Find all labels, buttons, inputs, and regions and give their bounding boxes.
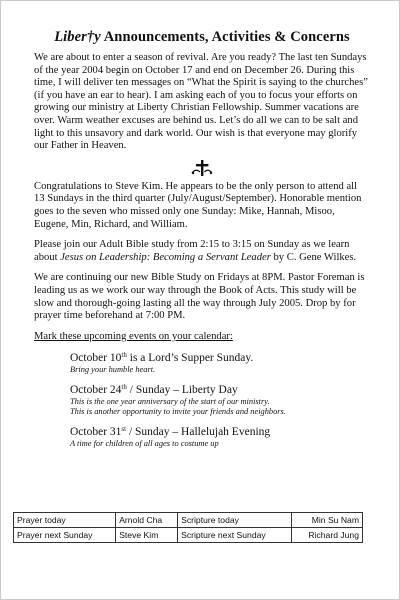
table-cell: Richard Jung [291,528,362,543]
bible-study-paragraph [34,239,370,264]
event-hallelujah-evening [70,426,370,449]
table-cell: Steve Kim [116,528,178,543]
table-row [14,513,363,528]
bulletin-content [34,29,370,449]
table-cell: Arnold Cha [116,513,178,528]
event-note: A time for children of all ages to costume up [70,439,219,449]
event-title: October 31st / Sunday – Hallelujah Evening [70,425,271,439]
title-text: Announcements, Activities & Concerns [100,29,350,45]
congratulations-paragraph: Congratulations to Steve Kim. He appears to be the only person to attend all 13 Sundays in the third quarter (July/August/September). Honorable mention goes to the seven who missed only one Sunday: Mike, Hannah, Misoo, Eugene, Min, Richard, and William. [34,180,362,230]
brand-name: Liber†y [54,29,101,45]
intro-paragraph: We are about to enter a season of revival. Are you ready? The last ten Sundays of the year 2004 begin on October 17 and end on December 26. During this time, I will deliver ten messages on “What the Spirit is saying to the churches” (if you have an ear to hear). I am asking each of you to focus your efforts on growing our ministry at Liberty Christian Fellowship. Summer vacations are over. Warm weather excuses are behind us. Let’s do all we can to be salt and light to this unsavory and dark world. Our wish is that everyone may glorify our Father in Heaven. [34,52,368,152]
table-cell: Scripture next Sunday [178,528,291,543]
event-title: October 10th is a Lord’s Supper Sunday. [70,351,254,365]
table-cell: Min Su Nam [291,513,362,528]
event-note: This is another opportunity to invite your friends and neighbors. [70,407,286,417]
table-cell: Prayer today [14,513,116,528]
book-title: Jesus on Leadership: Becoming a Servant Leader [60,251,271,263]
duty-roster-table [13,512,363,543]
calendar-heading: Mark these upcoming events on your calendar: [34,330,233,342]
page-title [34,29,370,46]
event-lords-supper [70,352,370,375]
cross-divider-icon [34,159,370,177]
event-liberty-day [70,384,370,417]
event-note: Bring your humble heart. [70,365,156,375]
friday-study-paragraph: We are continuing our new Bible Study on Fridays at 8PM. Pastor Foreman is leading us as we work our way through the Book of Acts. This study will be slow and thorough-going lasting all the way through July 2005. Drop by for prayer time beforehand at 7:00 PM. [34,272,365,322]
table-cell: Scripture today [178,513,291,528]
table-cell: Prayer next Sunday [14,528,116,543]
event-note: This is the one year anniversary of the start of our ministry. [70,397,270,407]
event-title: October 24th / Sunday – Liberty Day [70,383,238,397]
book-author-text: by C. Gene Wilkes. [270,251,357,263]
table-row [14,528,363,543]
bible-study-text: Please join our Adult Bible study from 2:15 to 3:15 on Sunday as we learn about [34,239,350,263]
